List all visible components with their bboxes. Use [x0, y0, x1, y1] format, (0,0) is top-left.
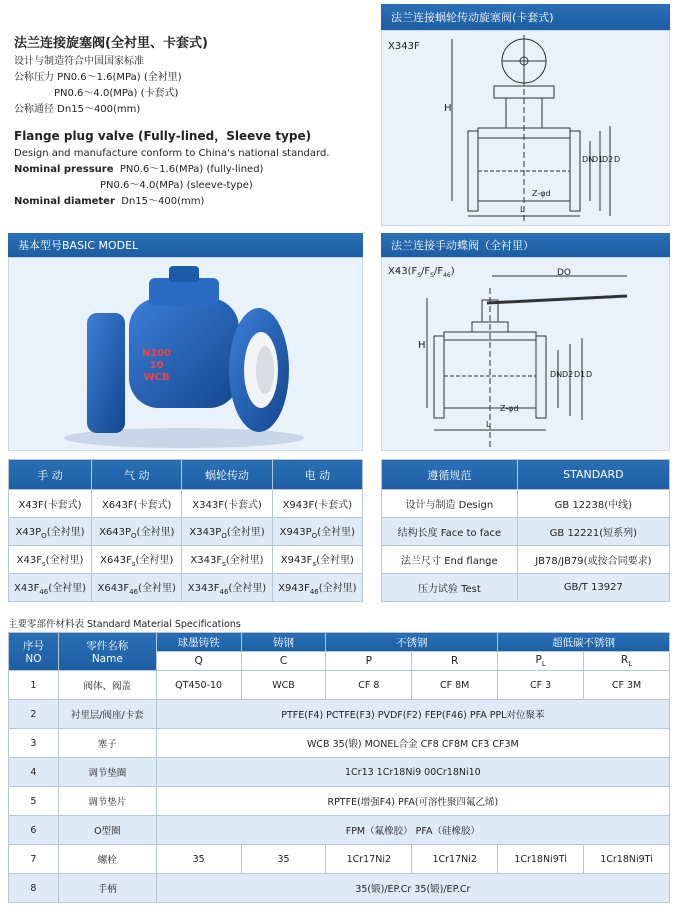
- model-subscript: O: [311, 532, 318, 540]
- drive-cell: [92, 574, 182, 602]
- manual-model-d: ): [450, 266, 455, 277]
- worm-dim-l: L: [520, 205, 525, 214]
- standard-cell: 设计与制造 Design: [382, 490, 518, 518]
- mat-code-letter: C: [279, 655, 288, 667]
- model-type: (全衬里): [46, 527, 85, 538]
- worm-model-label: X343F: [388, 41, 420, 52]
- mat-code-0: [156, 652, 241, 671]
- en-title: Flange plug valve (Fully-lined，Sleeve type): [14, 129, 312, 143]
- model-code: X43F: [14, 583, 40, 594]
- mat-code-letter: Q: [194, 655, 203, 667]
- mat-head-name: [58, 633, 156, 671]
- manual-panel-title: 法兰连接手动蝶阀（全衬里）: [391, 239, 534, 252]
- model-code: X343P: [189, 527, 222, 538]
- model-code: X943F(卡套式): [282, 500, 353, 511]
- model-type: (全衬里): [316, 555, 354, 566]
- standard-header-1: STANDARD: [517, 460, 669, 490]
- mat-head-stainless: 不锈钢: [326, 633, 498, 652]
- en-pressure-2: PN0.6～4.0(MPa) (sleeve-type): [100, 180, 253, 191]
- table-row: [9, 729, 670, 758]
- manual-valve-drawing: [382, 258, 671, 452]
- manual-dim-h: H: [418, 340, 426, 351]
- worm-dim-h: H: [444, 103, 452, 114]
- mat-head-ductile: 球墨铸铁: [156, 633, 241, 652]
- drive-header-3: 电 动: [272, 460, 362, 490]
- mat-code-sub: L: [541, 660, 546, 669]
- mat-cell: CF 3: [498, 671, 584, 700]
- mat-cell: WCB: [241, 671, 326, 700]
- drive-cell: [9, 490, 92, 518]
- mat-name: 阀体、阀盖: [58, 671, 156, 700]
- worm-dim-dn: DN: [582, 155, 595, 164]
- model-code: X343F(卡套式): [192, 500, 262, 511]
- model-type: (全衬里): [135, 555, 174, 566]
- standard-cell: 结构长度 Face to face: [382, 518, 518, 546]
- drive-cell: [272, 518, 362, 546]
- model-type: (全衬里): [48, 583, 87, 594]
- mat-name: 塞子: [58, 729, 156, 758]
- en-diameter-value: Dn15～400(mm): [121, 196, 205, 207]
- drive-cell: [272, 490, 362, 518]
- mat-code-2: [326, 652, 412, 671]
- mat-no: 5: [9, 787, 59, 816]
- mat-no: 1: [9, 671, 59, 700]
- mat-cell: 1Cr18Ni9Ti: [498, 845, 584, 874]
- mat-name: 调节垫圈: [58, 758, 156, 787]
- mat-name: 手柄: [58, 874, 156, 903]
- valve-photo: [9, 258, 364, 452]
- drive-cell: [9, 518, 92, 546]
- manual-model-c: /F: [433, 266, 444, 277]
- en-pressure-row: [14, 162, 374, 178]
- model-code: X643F: [97, 583, 130, 594]
- mat-cell: CF 8: [326, 671, 412, 700]
- model-subscript: s: [312, 560, 317, 568]
- table-row: [9, 518, 363, 546]
- worm-dim-d2: D2: [602, 155, 614, 164]
- worm-dim-zd: Z-φd: [532, 189, 551, 198]
- mat-span-cell: WCB 35(锻) MONEL合金 CF8 CF8M CF3 CF3M: [156, 729, 669, 758]
- table-row: [382, 518, 670, 546]
- mat-head-cast: 铸钢: [241, 633, 326, 652]
- cn-line3: PN0.6～4.0(MPa) (卡套式): [54, 88, 179, 99]
- cn-title: 法兰连接旋塞阀(全衬里、卡套式): [14, 36, 208, 51]
- model-code: X643F(卡套式): [101, 500, 172, 511]
- model-code: X943F: [278, 583, 310, 594]
- mat-head-name-cn: 零件名称: [86, 640, 129, 652]
- manual-dim-d2: D2: [562, 370, 574, 379]
- model-type: (全衬里): [226, 527, 265, 538]
- drive-cell: [92, 518, 182, 546]
- mat-name: 螺栓: [58, 845, 156, 874]
- mat-code-3: [412, 652, 498, 671]
- drive-cell: [182, 490, 272, 518]
- intro-text: [14, 36, 374, 210]
- drive-cell: [272, 546, 362, 574]
- worm-panel: [381, 30, 670, 226]
- mat-cell: QT450-10: [156, 671, 241, 700]
- table-row: [382, 490, 670, 518]
- mat-code-letter: R: [451, 655, 459, 667]
- model-code: X343F: [187, 583, 220, 594]
- mat-no: 3: [9, 729, 59, 758]
- casting-mark-3: WCB: [143, 372, 170, 383]
- mat-code-5: [584, 652, 670, 671]
- worm-dim-d: D: [614, 155, 621, 164]
- drive-cell: [182, 518, 272, 546]
- mat-head-no: [9, 633, 59, 671]
- mat-code-letter: R: [620, 653, 629, 666]
- en-pressure-label: Nominal pressure: [14, 164, 114, 175]
- mat-no: 7: [9, 845, 59, 874]
- table-row: [9, 546, 363, 574]
- basic-panel-title: 基本型号BASIC MODEL: [18, 239, 139, 252]
- mat-name: 衬里层/阀座/卡套: [58, 700, 156, 729]
- mat-span-cell: RPTFE(增强F4) PFA(可溶性聚四氟乙烯): [156, 787, 669, 816]
- drive-cell: [9, 546, 92, 574]
- mat-cell: 1Cr17Ni2: [326, 845, 412, 874]
- mat-head-no-en: NO: [25, 653, 42, 665]
- standard-cell: GB 12238(中线): [517, 490, 669, 518]
- mat-head-no-cn: 序号: [22, 640, 44, 652]
- drive-table: [8, 459, 363, 602]
- model-type: (全衬里): [318, 583, 357, 594]
- model-subscript: 46: [39, 588, 49, 596]
- model-code: X643F: [100, 555, 132, 566]
- table-row: [9, 816, 670, 845]
- table-row: [9, 845, 670, 874]
- model-subscript: O: [131, 532, 137, 540]
- mat-code-1: [241, 652, 326, 671]
- mat-cell: 35: [241, 845, 326, 874]
- mat-code-letter: P: [365, 655, 372, 667]
- table-row: [9, 671, 670, 700]
- model-type: (全衬里): [317, 527, 355, 538]
- manual-dim-zd: Z-φd: [500, 404, 519, 413]
- model-code: X343F: [190, 555, 223, 566]
- mat-span-cell: FPM（氟橡胶） PFA（硅橡胶）: [156, 816, 669, 845]
- manual-dim-do: DO: [557, 268, 572, 278]
- mat-head-lowcarbon: 超低碳不锈钢: [498, 633, 670, 652]
- standard-table: [381, 459, 670, 602]
- mat-code-4: [498, 652, 584, 671]
- worm-panel-title: 法兰连接蜗轮传动旋塞阀(卡套式): [391, 11, 554, 24]
- standard-cell: GB/T 13927: [517, 574, 669, 602]
- mat-cell: CF 3M: [584, 671, 670, 700]
- model-type: (全衬里): [138, 583, 176, 594]
- mat-no: 6: [9, 816, 59, 845]
- mat-span-cell: 1Cr13 1Cr18Ni9 00Cr18Ni10: [156, 758, 669, 787]
- basic-panel-header: [8, 233, 363, 257]
- drive-cell: [92, 490, 182, 518]
- worm-dim-d1: D1: [592, 155, 604, 164]
- model-subscript: 46: [219, 588, 229, 596]
- table-row: [382, 546, 670, 574]
- model-subscript: s: [41, 560, 46, 568]
- drive-cell: [92, 546, 182, 574]
- mat-code-letter: P: [535, 653, 542, 666]
- model-code: X43F: [16, 555, 42, 566]
- cn-line2: 公称压力 PN0.6～1.6(MPa) (全衬里): [14, 72, 182, 83]
- mat-no: 8: [9, 874, 59, 903]
- model-type: (全衬里): [45, 555, 84, 566]
- standard-cell: 法兰尺寸 End flange: [382, 546, 518, 574]
- casting-mark-2: 10: [149, 360, 164, 371]
- en-diameter-label: Nominal diameter: [14, 196, 115, 207]
- model-subscript: O: [41, 532, 47, 540]
- table-row: [382, 574, 670, 602]
- worm-valve-drawing: [382, 31, 671, 227]
- model-code: X943F: [280, 555, 313, 566]
- table-row: [9, 758, 670, 787]
- drive-cell: [182, 574, 272, 602]
- model-subscript: 46: [309, 588, 319, 596]
- mat-cell: 35: [156, 845, 241, 874]
- table-row: [9, 490, 363, 518]
- model-subscript: 46: [129, 588, 139, 596]
- drive-header-2: 蜗轮传动: [182, 460, 272, 490]
- manual-dim-l: L: [486, 420, 491, 429]
- en-diameter-row: [14, 194, 374, 210]
- manual-model-sub3: 46: [443, 272, 451, 279]
- en-line1: Design and manufacture conform to China's national standard.: [14, 148, 330, 159]
- manual-model-b: /F: [421, 266, 431, 277]
- materials-caption: 主要零部件材料表 Standard Material Specifications: [8, 619, 241, 630]
- manual-model-a: X43(F: [388, 266, 418, 277]
- casting-marks: [142, 348, 171, 384]
- mat-head-name-en: Name: [91, 653, 123, 665]
- model-code: X943P: [279, 527, 312, 538]
- model-code: X43F(卡套式): [18, 500, 82, 511]
- mat-name: O型圈: [58, 816, 156, 845]
- model-subscript: s: [222, 560, 226, 568]
- mat-no: 2: [9, 700, 59, 729]
- table-row: [9, 787, 670, 816]
- manual-dim-d1: D1: [574, 370, 586, 379]
- model-subscript: s: [131, 560, 136, 568]
- model-type: (全衬里): [225, 555, 264, 566]
- manual-dim-d: D: [586, 370, 593, 379]
- manual-model-sub2: S: [430, 272, 434, 279]
- mat-cell: 1Cr17Ni2: [412, 845, 498, 874]
- drive-cell: [272, 574, 362, 602]
- standard-header-0: 遵循规范: [382, 460, 518, 490]
- model-code: X643P: [99, 527, 132, 538]
- materials-table: [8, 632, 670, 903]
- drive-header-1: 气 动: [92, 460, 182, 490]
- basic-panel: [8, 257, 363, 451]
- model-subscript: O: [221, 532, 227, 540]
- table-row: [9, 700, 670, 729]
- manual-panel: [381, 257, 670, 451]
- model-code: X43P: [15, 527, 42, 538]
- worm-panel-header: [381, 4, 670, 30]
- drive-header-0: 手 动: [9, 460, 92, 490]
- table-row: [9, 874, 670, 903]
- mat-no: 4: [9, 758, 59, 787]
- mat-cell: 1Cr18Ni9Ti: [584, 845, 670, 874]
- standard-cell: JB78/JB79(或按合同要求): [517, 546, 669, 574]
- manual-model-sub1: S: [417, 272, 422, 279]
- manual-dim-dn: DN: [550, 370, 563, 379]
- model-type: (全衬里): [136, 527, 175, 538]
- casting-mark-1: N100: [142, 348, 172, 359]
- mat-code-sub: L: [628, 660, 633, 669]
- mat-span-cell: PTFE(F4) PCTFE(F3) PVDF(F2) FEP(F46) PFA PPL对位聚苯: [156, 700, 669, 729]
- mat-cell: CF 8M: [412, 671, 498, 700]
- standard-cell: GB 12221(短系列): [517, 518, 669, 546]
- mat-name: 调节垫片: [58, 787, 156, 816]
- model-type: (全衬里): [228, 583, 267, 594]
- drive-cell: [182, 546, 272, 574]
- drive-cell: [9, 574, 92, 602]
- table-row: [9, 574, 363, 602]
- en-pressure-1: PN0.6～1.6(MPa) (fully-lined): [119, 164, 264, 175]
- manual-panel-header: [381, 233, 670, 257]
- cn-line1: 设计与制造符合中国国家标准: [14, 56, 144, 67]
- cn-line4: 公称通径 Dn15～400(mm): [14, 104, 141, 115]
- standard-cell: 压力试验 Test: [382, 574, 518, 602]
- mat-span-cell: 35(锻)/EP.Cr 35(锻)/EP.Cr: [156, 874, 669, 903]
